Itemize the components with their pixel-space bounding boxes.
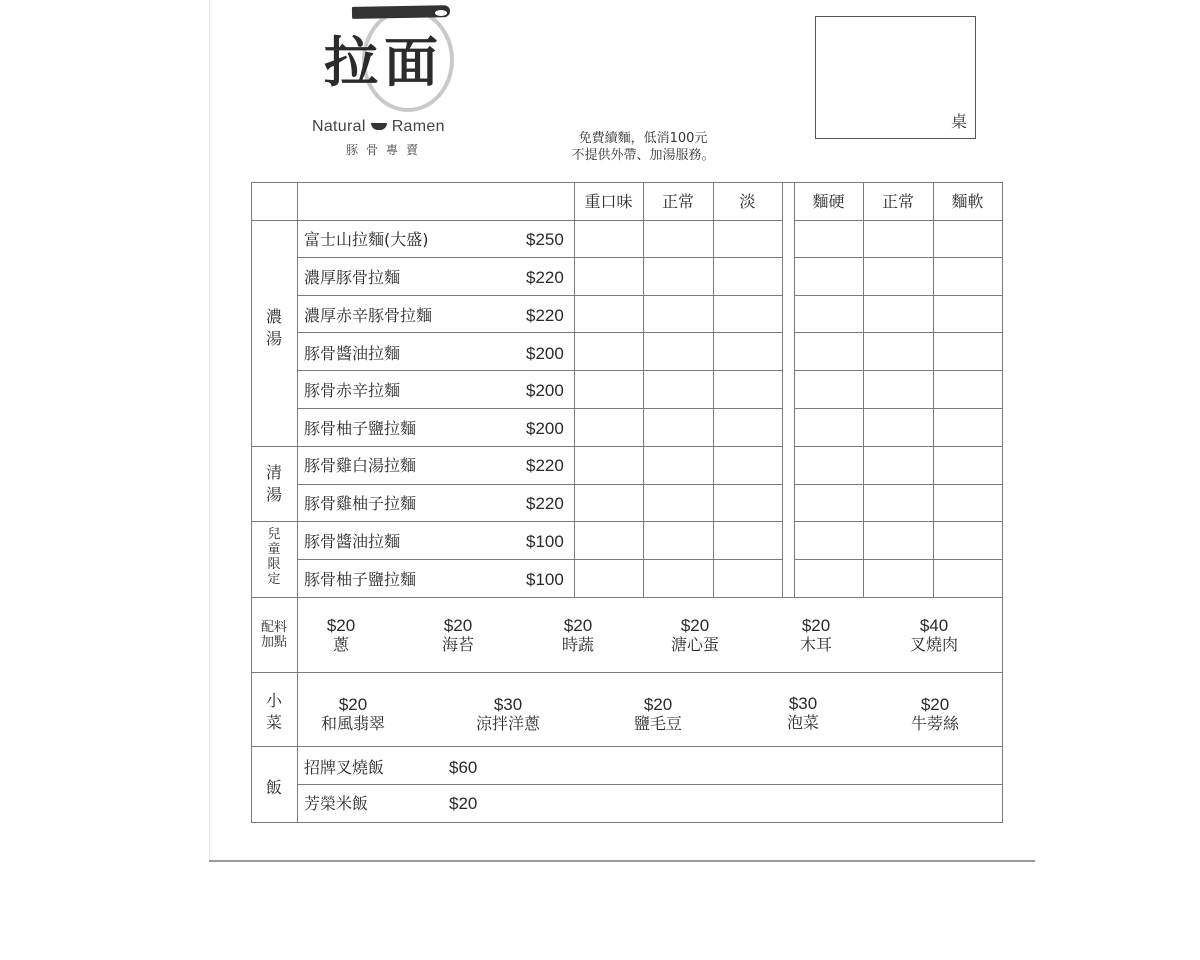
ramen-price: $220 [526, 456, 564, 475]
side-dish-price: $20 [643, 695, 673, 714]
rice-price: $20 [449, 794, 478, 813]
ramen-price: $200 [526, 344, 564, 363]
header-light-flavor: 淡 [739, 192, 756, 211]
side-dish-name: 和風翡翠 [320, 714, 385, 733]
notice-line-1: 免費續麵，低消100元 [578, 131, 708, 146]
addon-name: 蔥 [332, 635, 349, 654]
ramen-price: $100 [526, 570, 564, 589]
side-dish-price: $20 [338, 695, 368, 714]
addon-item[interactable] [640, 616, 750, 654]
header-heavy-flavor: 重口味 [584, 192, 633, 211]
ramen-name: 豚骨柚子鹽拉麵 [304, 570, 417, 589]
page-edge-bottom [209, 860, 1035, 862]
side-dish-item[interactable] [748, 694, 858, 732]
side-dish-price: $20 [920, 695, 950, 714]
grid-line [251, 746, 1003, 747]
ramen-price: $220 [526, 306, 564, 325]
addon-name: 時蔬 [561, 635, 594, 654]
grid-line [251, 182, 252, 823]
side-dish-item[interactable] [603, 695, 713, 733]
logo-kanji: 拉面 [324, 30, 444, 94]
grid-line [251, 672, 1003, 673]
notice [548, 130, 738, 164]
ramen-name: 濃厚赤辛豚骨拉麵 [304, 306, 433, 325]
rice-name: 芳榮米飯 [304, 794, 369, 813]
logo-english [312, 118, 445, 136]
table-number-box[interactable] [815, 16, 976, 139]
ramen-price: $100 [526, 532, 564, 551]
addon-item[interactable] [403, 616, 513, 654]
addon-name: 叉燒肉 [909, 635, 958, 654]
side-dish-name: 泡菜 [786, 713, 819, 732]
brand-logo [310, 0, 480, 165]
table-label: 桌 [950, 112, 967, 131]
grid-line [251, 597, 1003, 598]
ramen-name: 豚骨醬油拉麵 [304, 532, 401, 551]
ramen-price: $250 [526, 230, 564, 249]
header-firm-noodle: 麵硬 [812, 192, 845, 211]
category-kids-only: 兒童限定 [267, 527, 281, 587]
addon-item[interactable] [761, 616, 871, 654]
rice-price: $60 [449, 758, 478, 777]
ramen-name: 濃厚豚骨拉麵 [304, 268, 401, 287]
side-dish-name: 牛蒡絲 [910, 714, 959, 733]
category-addons: 配料加點 [260, 620, 287, 650]
header-normal-flavor: 正常 [661, 192, 694, 211]
side-dish-price: $30 [493, 695, 523, 714]
side-dish-price: $30 [788, 694, 818, 713]
ramen-price: $220 [526, 268, 564, 287]
logo-english-right: Ramen [391, 118, 445, 135]
category-side-dishes: 小菜 [265, 691, 282, 732]
header-soft-noodle: 麵軟 [951, 192, 984, 211]
addon-name: 溏心蛋 [670, 635, 719, 654]
grid-line [297, 784, 1003, 785]
ramen-name: 豚骨柚子鹽拉麵 [304, 419, 417, 438]
addon-name: 木耳 [799, 635, 832, 654]
ramen-name: 富士山拉麵(大盛) [304, 230, 429, 249]
side-dish-name: 涼拌洋蔥 [475, 714, 540, 733]
addon-name: 海苔 [441, 635, 474, 654]
category-rich-broth: 濃湯 [265, 307, 282, 348]
addon-price: $20 [443, 616, 473, 635]
grid-line [782, 182, 783, 597]
rice-name: 招牌叉燒飯 [304, 758, 385, 777]
logo-english-left: Natural [312, 118, 366, 135]
ramen-name: 豚骨赤辛拉麵 [304, 381, 401, 400]
header-normal-noodle: 正常 [881, 192, 914, 211]
ramen-price: $200 [526, 381, 564, 400]
category-rice: 飯 [265, 778, 282, 797]
page-edge-left [209, 0, 210, 862]
ramen-price: $220 [526, 494, 564, 513]
category-clear-broth: 清湯 [265, 463, 282, 504]
grid-line [251, 822, 1003, 823]
ramen-price: $200 [526, 419, 564, 438]
grid-line [251, 182, 1003, 183]
addon-item[interactable] [286, 616, 396, 654]
addon-price: $20 [680, 616, 710, 635]
noodle-option-cells[interactable] [795, 221, 1002, 597]
side-dish-item[interactable] [298, 695, 408, 733]
ramen-name: 豚骨醬油拉麵 [304, 344, 401, 363]
addon-price: $40 [919, 616, 949, 635]
addon-item[interactable] [523, 616, 633, 654]
side-dish-item[interactable] [880, 695, 990, 733]
chopstick-tip-icon [435, 10, 447, 16]
logo-subtitle: 豚骨專賣 [346, 143, 427, 157]
ramen-name: 豚骨雞柚子拉麵 [304, 494, 417, 513]
addon-price: $20 [326, 616, 356, 635]
addon-price: $20 [801, 616, 831, 635]
side-dish-name: 鹽毛豆 [633, 714, 682, 733]
flavor-option-cells[interactable] [575, 221, 782, 597]
bowl-icon [371, 123, 387, 130]
notice-line-2: 不提供外帶、加湯服務。 [571, 148, 715, 163]
ramen-name: 豚骨雞白湯拉麵 [304, 456, 417, 475]
addon-price: $20 [563, 616, 593, 635]
addon-item[interactable] [879, 616, 989, 654]
side-dish-item[interactable] [453, 695, 563, 733]
grid-line [1002, 182, 1003, 823]
